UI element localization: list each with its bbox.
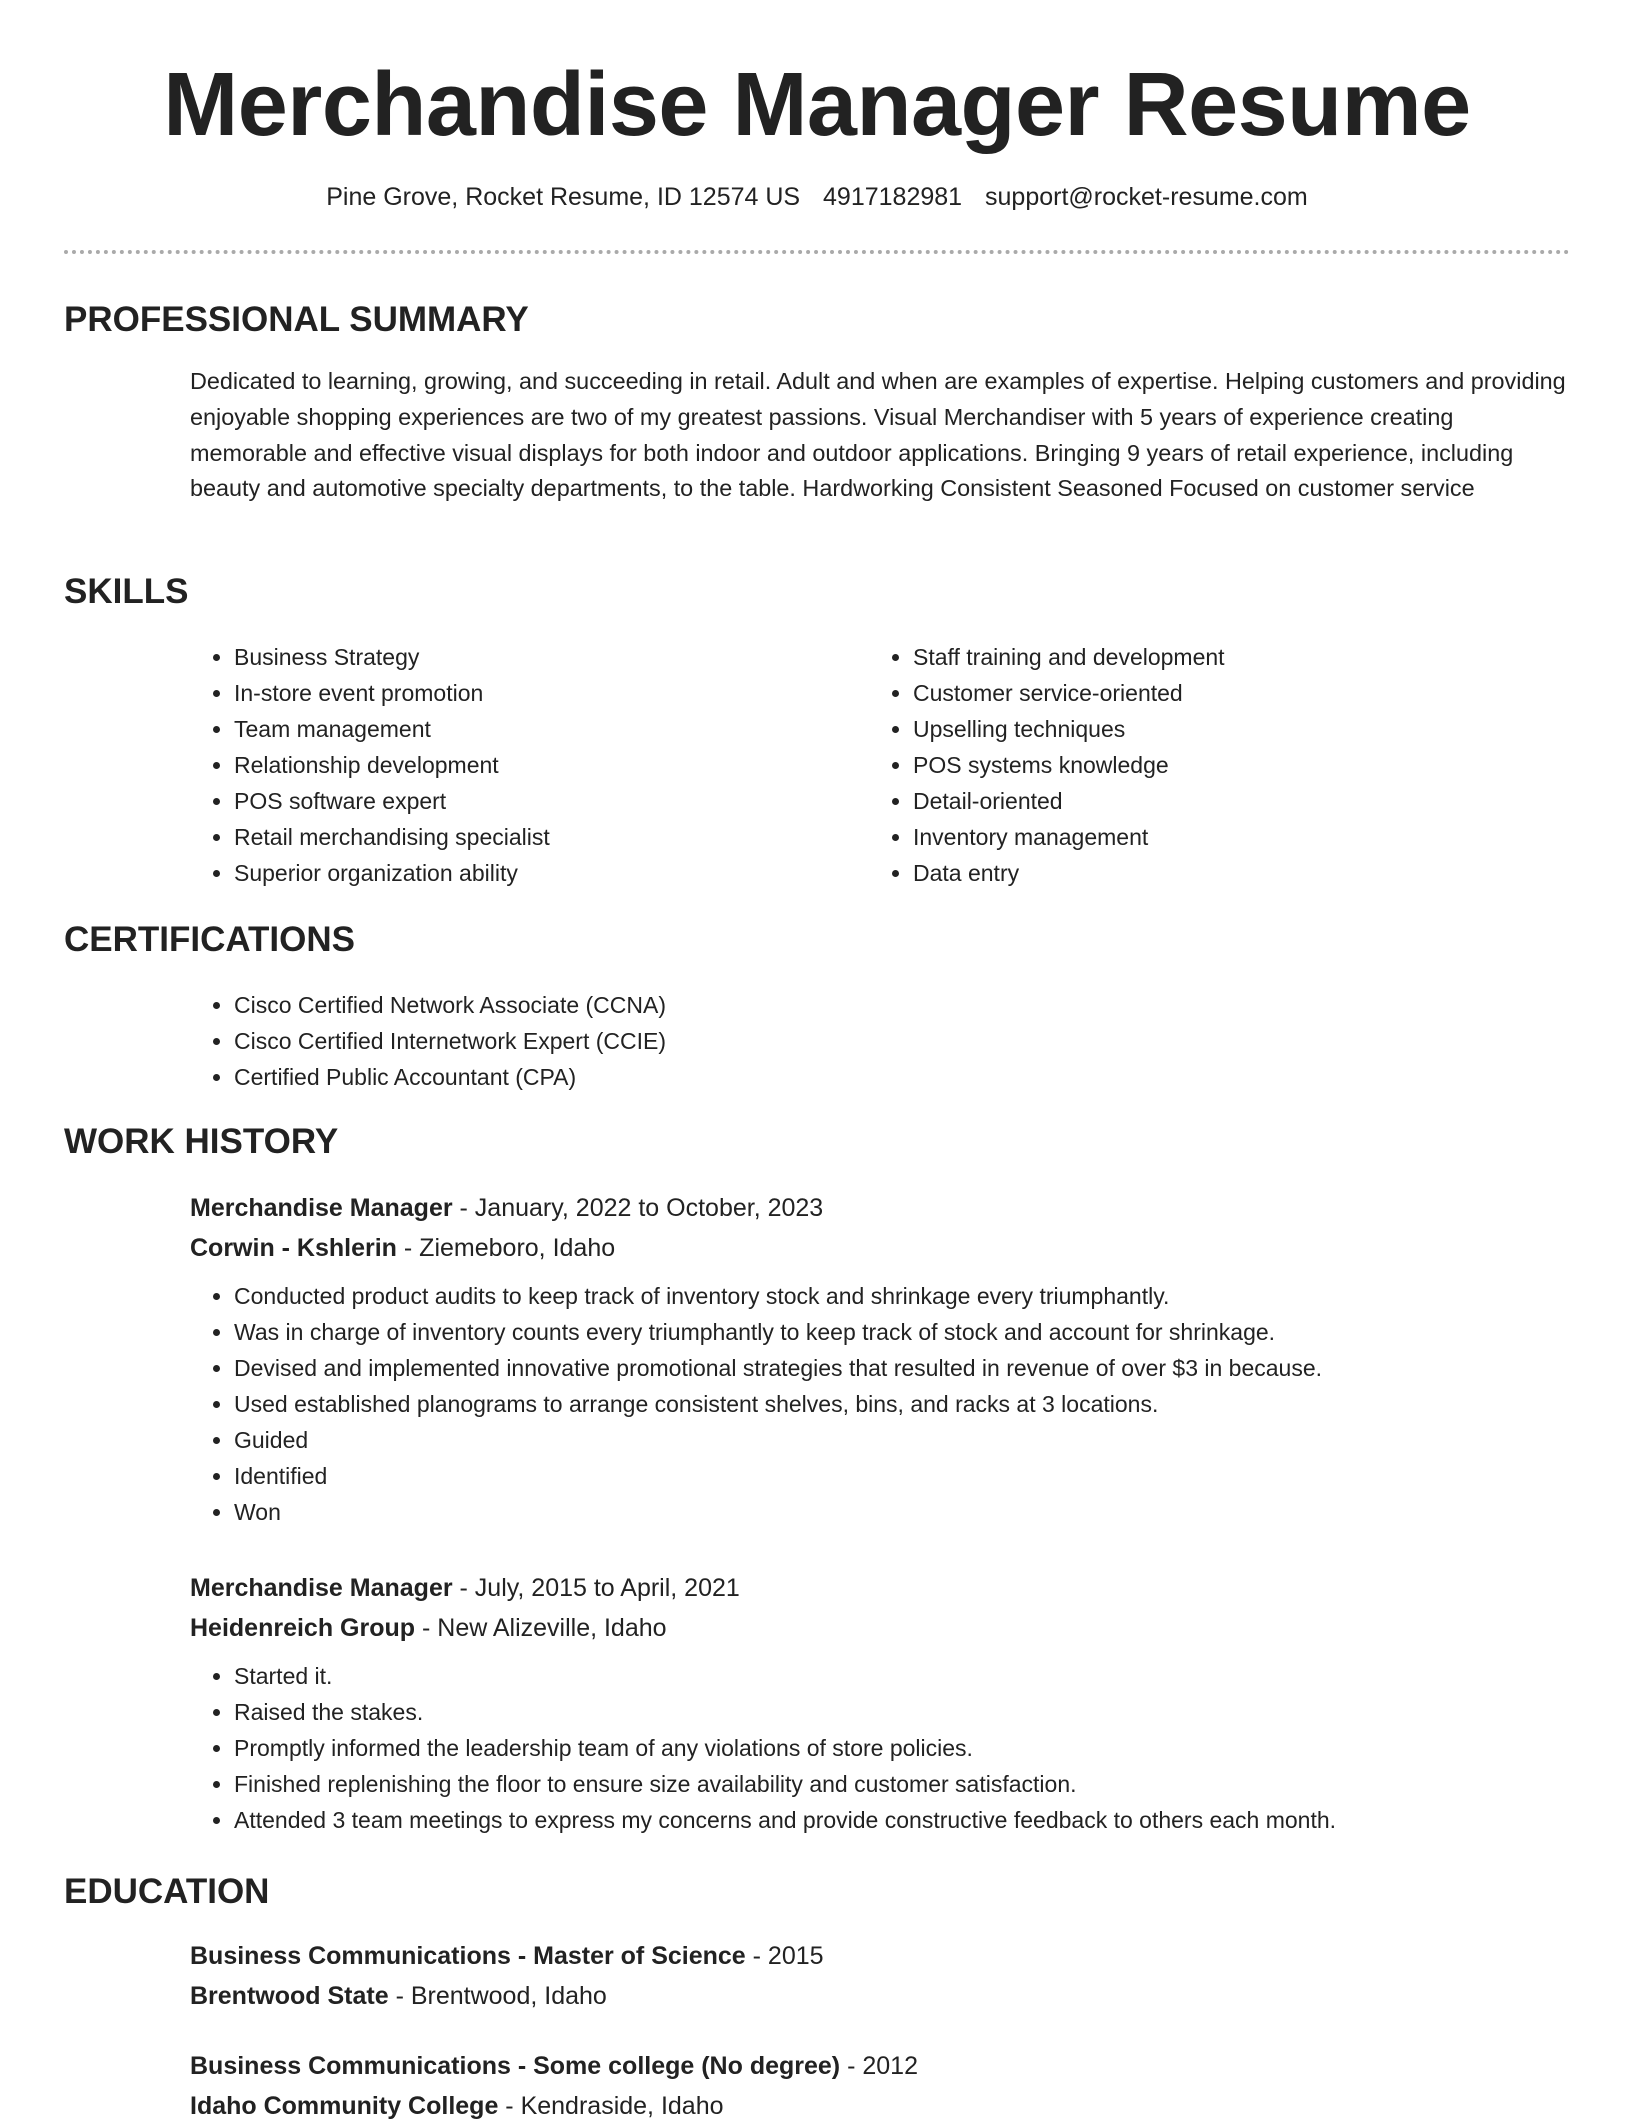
job-location: - New Alizeville, Idaho [415,1614,667,1642]
list-item: • Finished replenishing the floor to ensure size availability and customer satisfaction. [234,1766,1570,1802]
list-item: • Upselling techniques [913,711,1469,747]
summary-text: Dedicated to learning, growing, and succeeding in retail. Adult and when are examples of expertise. Helping customers and providing enjoyable shopping experiences are two of my greatest passions. Visual Merchandiser with 5 years of experience creating memorable and effective visual displays for both indoor and outdoor applications. Bringing 9 years of retail experience, including beauty and automotive specialty departments, to the table. Hardworking Consistent Seasoned Focused on customer service [190,368,1566,502]
contact-email: support@rocket-resume.com [985,183,1308,211]
list-item: • Started it. [234,1658,1570,1694]
job-role: Merchandise Manager [190,1574,453,1602]
list-item: • Inventory management [913,819,1469,855]
list-item: • POS systems knowledge [913,747,1469,783]
summary-heading: PROFESSIONAL SUMMARY [64,300,529,339]
list-item: • Won [234,1494,1570,1530]
list-item: • In-store event promotion [234,675,790,711]
list-item: • Retail merchandising specialist [234,819,790,855]
list-item: • Used established planograms to arrange consistent shelves, bins, and racks at 3 locations. [234,1386,1570,1422]
job-company-line [190,1228,1570,1268]
list-item: • Identified [234,1458,1570,1494]
list-item: • Relationship development [234,747,790,783]
list-item: • Cisco Certified Internetwork Expert (CCIE) [234,1023,1570,1059]
list-item: • Attended 3 team meetings to express my concerns and provide constructive feedback to others each month. [234,1802,1570,1838]
job-title-line [190,1188,1570,1228]
education-school: Idaho Community College [190,2092,499,2120]
list-item: • Was in charge of inventory counts every triumphantly to keep track of stock and account for shrinkage. [234,1314,1570,1350]
education-school-line [190,1976,1570,2016]
job-title-line [190,1568,1570,1608]
contact-address: Pine Grove, Rocket Resume, ID 12574 US [326,183,801,211]
list-item: • Guided [234,1422,1570,1458]
certifications-list [190,987,1570,1095]
education-degree-line [190,2046,1570,2086]
education-location: - Brentwood, Idaho [388,1982,607,2010]
list-item: • Cisco Certified Network Associate (CCNA) [234,987,1570,1023]
list-item: • Promptly informed the leadership team of any violations of store policies. [234,1730,1570,1766]
list-item: • Conducted product audits to keep track of inventory stock and shrinkage every triumphantly. [234,1278,1570,1314]
list-item: • Detail-oriented [913,783,1469,819]
contact-phone: 4917182981 [823,183,963,211]
education-degree: Business Communications - Master of Science [190,1942,746,1970]
list-item: • Business Strategy [234,639,790,675]
job-role: Merchandise Manager [190,1194,453,1222]
job-dates: - July, 2015 to April, 2021 [452,1574,740,1602]
job-dates: - January, 2022 to October, 2023 [452,1194,824,1222]
education-school-line [190,2086,1570,2126]
skills-left-list [190,639,790,891]
education-entry [190,2046,1570,2126]
list-item: • Data entry [913,855,1469,891]
list-item: • Team management [234,711,790,747]
list-item: • Devised and implemented innovative promotional strategies that resulted in revenue of over $3 in because. [234,1350,1570,1386]
education-heading: EDUCATION [64,1872,270,1911]
skills-right-column [869,639,1469,891]
job-company: Corwin - Kshlerin [190,1234,397,1262]
header-divider [64,250,1570,254]
job-company: Heidenreich Group [190,1614,416,1642]
skills-right-list [869,639,1469,891]
job-company-line [190,1608,1570,1648]
resume-page [64,0,1570,2120]
skills-left-column [190,639,790,891]
education-school: Brentwood State [190,1982,389,2010]
resume-title: Merchandise Manager Resume [163,55,1471,155]
job-bullets [190,1658,1570,1838]
work-history-heading: WORK HISTORY [64,1122,339,1161]
education-degree: Business Communications - Some college (No degree) [190,2052,841,2080]
list-item: • Staff training and development [913,639,1469,675]
list-item: • Certified Public Accountant (CPA) [234,1059,1570,1095]
job-entry [190,1188,1570,1530]
education-degree-line [190,1936,1570,1976]
certifications-heading: CERTIFICATIONS [64,920,356,959]
job-bullets [190,1278,1570,1530]
education-entry [190,1936,1570,2016]
list-item: • Superior organization ability [234,855,790,891]
list-item: • Customer service-oriented [913,675,1469,711]
education-year: - 2015 [745,1942,824,1970]
job-entry [190,1568,1570,1838]
education-year: - 2012 [840,2052,918,2080]
certifications-block [190,987,1570,1095]
list-item: • POS software expert [234,783,790,819]
education-location: - Kendraside, Idaho [498,2092,724,2120]
contact-line [64,182,1570,212]
list-item: • Raised the stakes. [234,1694,1570,1730]
skills-heading: SKILLS [64,572,189,611]
job-location: - Ziemeboro, Idaho [396,1234,616,1262]
